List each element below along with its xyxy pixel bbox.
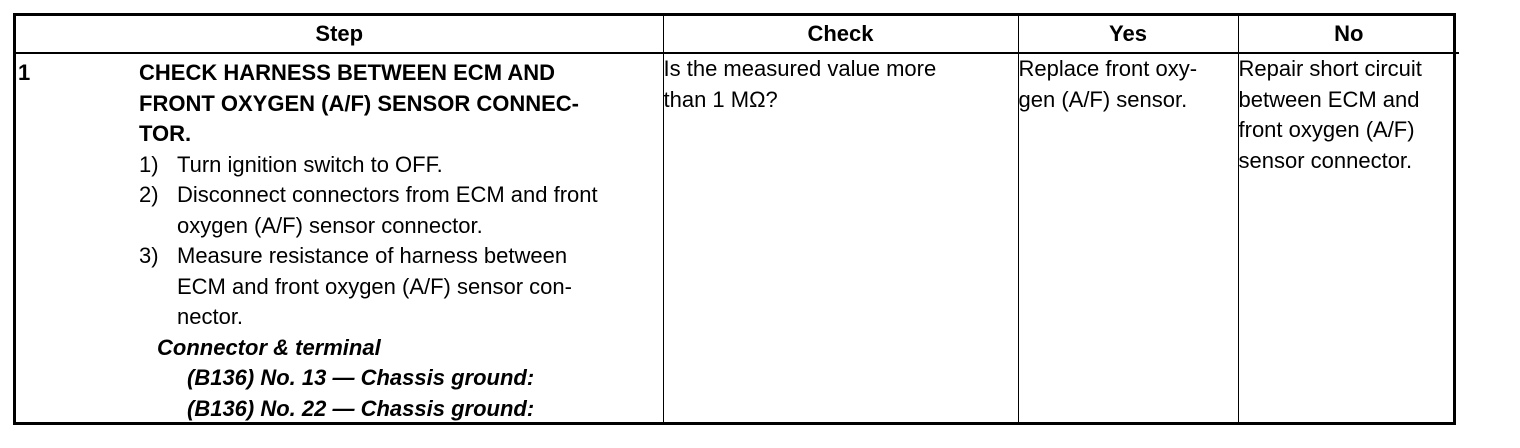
header-yes: Yes [1018,16,1238,53]
header-row [16,16,1459,53]
substep-text: Turn ignition switch to OFF. [177,151,443,177]
table-row [16,53,1459,422]
diagnostic-table [16,16,1459,422]
connector-terminal-line: (B136) No. 13 — Chassis ground: [187,365,535,390]
substep-text: Measure resistance of harness between ECM and front oxygen (A/F) sensor con- nector. [177,243,572,329]
step-body [139,58,659,424]
connector-terminal-line: (B136) No. 22 — Chassis ground: [187,395,535,421]
header-step: Step [16,16,663,53]
header-no: No [1238,16,1459,53]
substep-number: 1) [139,151,159,177]
yes-cell: Replace front oxy- gen (A/F) sensor. [1018,53,1238,422]
substep-item [139,241,659,333]
connector-terminal-heading: Connector & terminal [157,334,381,360]
step-number: 1 [18,60,31,85]
substep-text: Disconnect connectors from ECM and front oxygen (A/F) sensor connector. [177,182,598,238]
substep-number: 2) [139,182,159,207]
header-check: Check [663,16,1018,53]
no-cell: Repair short circuit between ECM and front oxygen (A/F) sensor connector. [1238,53,1459,422]
substep-number: 3) [139,243,159,268]
diagnostic-table-frame [13,13,1456,425]
substep-item [139,150,659,181]
substep-item [139,180,659,241]
step-cell [16,53,663,422]
check-cell: Is the measured value more than 1 MΩ? [663,53,1018,422]
step-title: CHECK HARNESS BETWEEN ECM AND FRONT OXYGEN (A/F) SENSOR CONNEC- TOR. [139,60,580,146]
